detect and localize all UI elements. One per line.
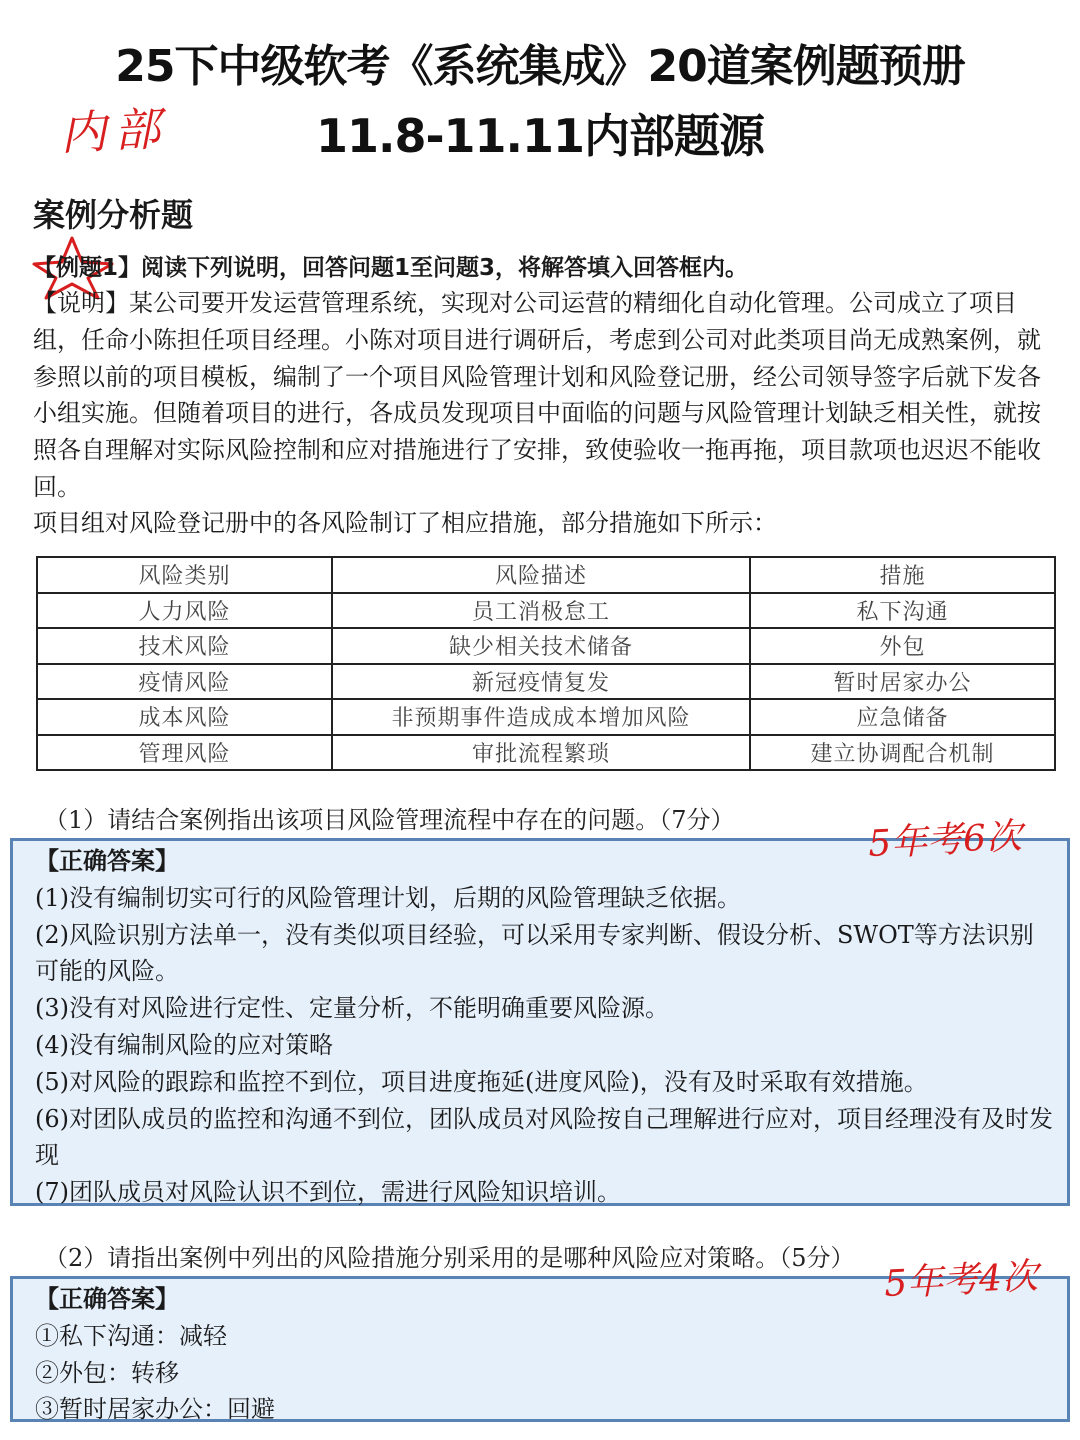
table-cell: 员工消极怠工 bbox=[332, 593, 750, 629]
table-cell: 技术风险 bbox=[37, 628, 332, 664]
answer-title: 【正确答案】 bbox=[35, 847, 179, 875]
table-header: 风险类别 bbox=[37, 557, 332, 593]
answer-box-1 bbox=[10, 838, 1070, 1206]
answer-item: ①私下沟通：减轻 bbox=[35, 1321, 227, 1350]
answer-item: (4)没有编制风险的应对策略 bbox=[35, 1030, 333, 1059]
table-row bbox=[37, 593, 1055, 629]
table-cell: 人力风险 bbox=[37, 593, 332, 629]
table-header: 措施 bbox=[750, 557, 1055, 593]
handwritten-note-q2: 5年考4次 bbox=[883, 1255, 1039, 1305]
answer-item: (7)团队成员对风险认识不到位，需进行风险知识培训。 bbox=[35, 1178, 621, 1207]
table-cell: 新冠疫情复发 bbox=[332, 664, 750, 700]
table-row bbox=[37, 664, 1055, 700]
table-cell: 非预期事件造成成本增加风险 bbox=[332, 699, 750, 735]
table-row bbox=[37, 735, 1055, 771]
answer-item: (6)对团队成员的监控和沟通不到位，团队成员对风险按自己理解进行应对，项目经理没有及时发现 bbox=[35, 1104, 1053, 1170]
table-cell: 审批流程繁琐 bbox=[332, 735, 750, 771]
answer-item: ③暂时居家办公：回避 bbox=[35, 1395, 275, 1424]
answer-title: 【正确答案】 bbox=[35, 1285, 179, 1313]
table-cell: 建立协调配合机制 bbox=[750, 735, 1055, 771]
answer-item: (3)没有对风险进行定性、定量分析，不能明确重要风险源。 bbox=[35, 994, 669, 1023]
handwritten-note-q1: 5年考6次 bbox=[867, 815, 1023, 865]
table-cell: 应急储备 bbox=[750, 699, 1055, 735]
section-title: 案例分析题 bbox=[33, 196, 194, 234]
question-1-prompt: （1）请结合案例指出该项目风险管理流程中存在的问题。（7分） bbox=[44, 806, 735, 834]
question-2-prompt: （2）请指出案例中列出的风险措施分别采用的是哪种风险应对策略。（5分） bbox=[44, 1244, 855, 1272]
table-cell: 管理风险 bbox=[37, 735, 332, 771]
table-cell: 成本风险 bbox=[37, 699, 332, 735]
table-cell: 外包 bbox=[750, 628, 1055, 664]
risk-table bbox=[36, 556, 1056, 771]
question-heading: 【例题1】阅读下列说明，回答问题1至问题3，将解答填入回答框内。 bbox=[33, 255, 749, 281]
table-cell: 私下沟通 bbox=[750, 593, 1055, 629]
page-title: 25下中级软考《系统集成》20道案例题预册 bbox=[115, 41, 965, 92]
page-subtitle: 11.8-11.11内部题源 bbox=[315, 109, 765, 163]
handwritten-label: 内部 bbox=[58, 101, 170, 161]
table-cell: 疫情风险 bbox=[37, 664, 332, 700]
table-row bbox=[37, 628, 1055, 664]
table-cell: 暂时居家办公 bbox=[750, 664, 1055, 700]
answer-item: (1)没有编制切实可行的风险管理计划，后期的风险管理缺乏依据。 bbox=[35, 883, 741, 912]
table-header: 风险描述 bbox=[332, 557, 750, 593]
table-cell: 缺少相关技术储备 bbox=[332, 628, 750, 664]
answer-item: ②外包：转移 bbox=[35, 1358, 179, 1387]
answer-item: (2)风险识别方法单一，没有类似项目经验，可以采用专家判断、假设分析、SWOT等方法识别可能的风险。 bbox=[35, 920, 1034, 986]
table-header-row bbox=[37, 557, 1055, 593]
table-intro: 项目组对风险登记册中的各风险制订了相应措施，部分措施如下所示： bbox=[33, 509, 777, 537]
answer-item: (5)对风险的跟踪和监控不到位，项目进度拖延(进度风险)，没有及时采取有效措施。 bbox=[35, 1067, 928, 1096]
table-row bbox=[37, 699, 1055, 735]
question-description: 【说明】某公司要开发运营管理系统，实现对公司运营的精细化自动化管理。公司成立了项目组，任命小陈担任项目经理。小陈对项目进行调研后，考虑到公司对此类项目尚无成熟案例，就参照以前的项目模板，编制了一个项目风险管理计划和风险登记册，经公司领导签字后就下发各小组实施。但随着项目的进行，各成员发现项目中面临的问题与风险管理计划缺乏相关性，就按照各自理解对实际风险控制和应对措施进行了安排，致使验收一拖再拖，项目款项也迟迟不能收回。 bbox=[33, 289, 1041, 501]
